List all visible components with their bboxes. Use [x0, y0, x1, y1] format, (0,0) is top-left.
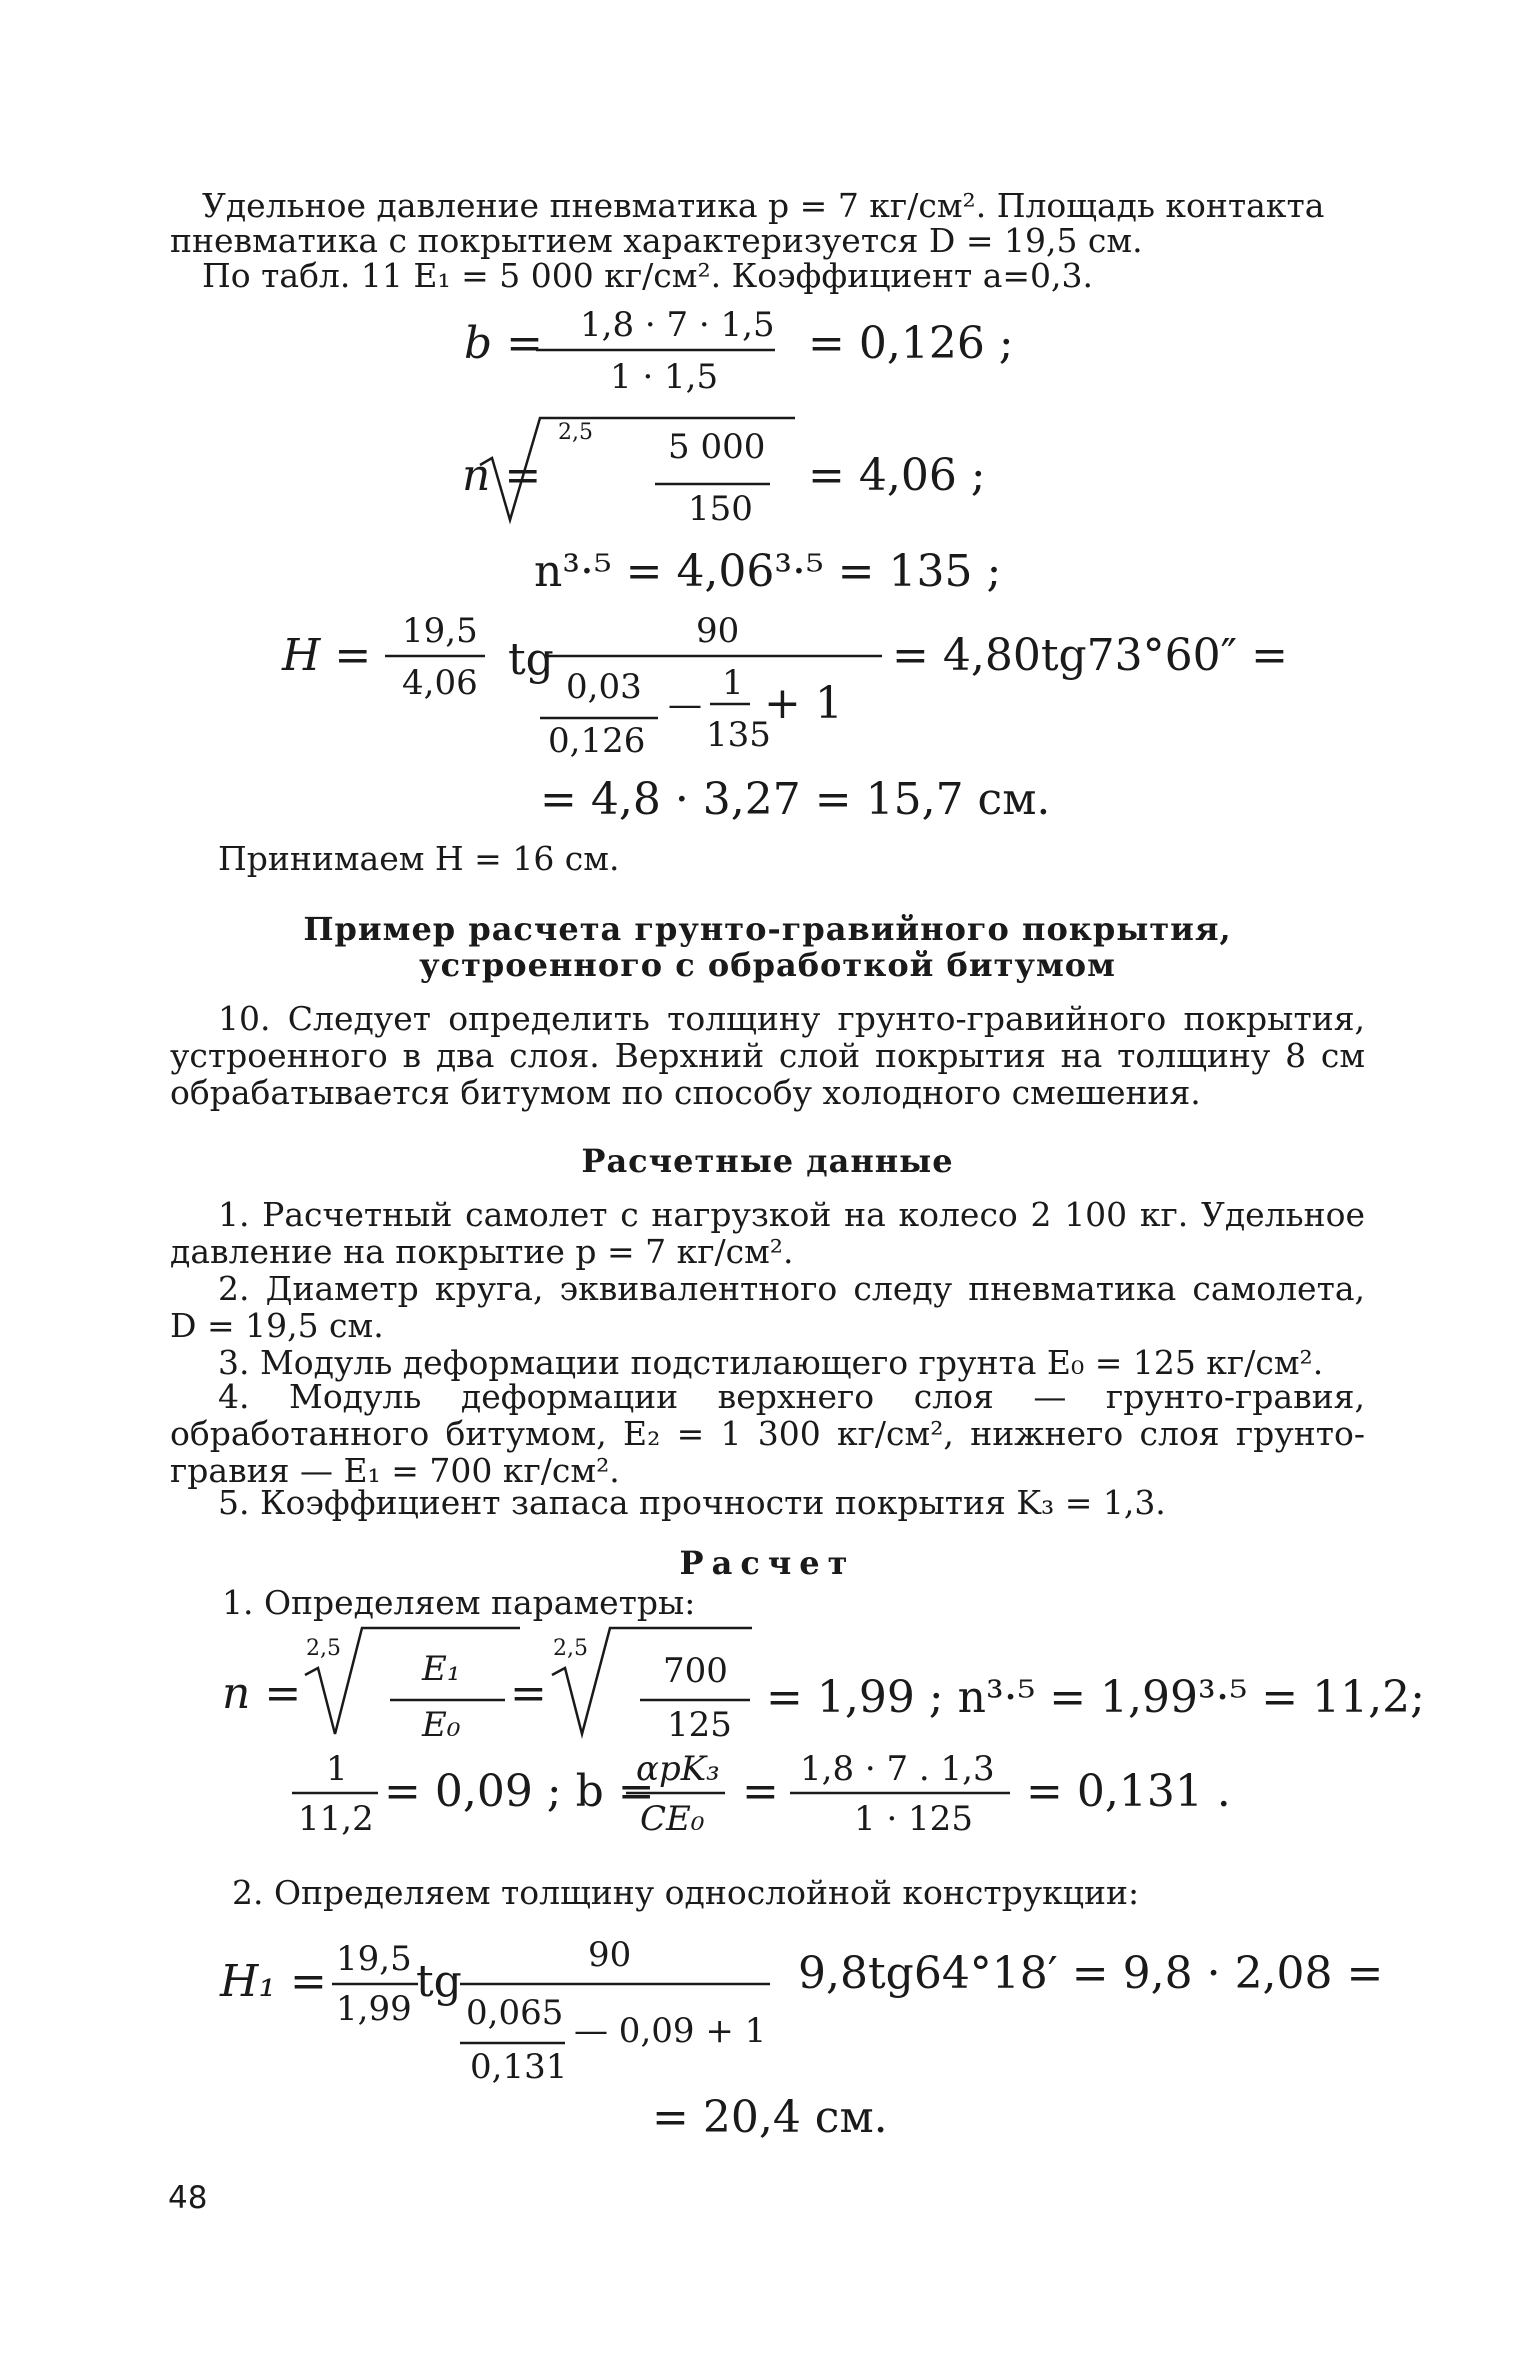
intro-line-2: пневматика с покрытием характеризуется D = 19,5 см. — [170, 221, 1143, 260]
H-minus: — — [668, 685, 702, 725]
H1-tg: tg — [416, 1956, 462, 2007]
H1-den: 1,99 — [336, 1989, 412, 2029]
frac-one: 1 — [326, 1749, 348, 1789]
H1-num: 19,5 — [336, 1939, 412, 1979]
H-lhs: H = — [282, 630, 372, 681]
H1-result: = 20,4 см. — [652, 2092, 888, 2143]
H1-a-num: 0,065 — [466, 1993, 564, 2033]
frac-11-2: 11,2 — [298, 1799, 374, 1839]
data-item-3: 3. Модуль деформации подстилающего грунта E₀ = 125 кг/см². — [218, 1343, 1324, 1382]
H-coef-num: 19,5 — [402, 611, 478, 651]
H-coef-den: 4,06 — [402, 663, 478, 703]
H1-tail: — 0,09 + 1 — [574, 2011, 767, 2051]
data-item-5: 5. Коэффициент запаса прочности покрытия K₃ = 1,3. — [218, 1483, 1166, 1522]
n2-E0: E₀ — [422, 1705, 461, 1745]
H1-rhs: 9,8tg64°18′ = 9,8 · 2,08 = — [798, 1948, 1384, 1999]
n2-eq: = — [510, 1668, 547, 1719]
intro-line-3: По табл. 11 E₁ = 5 000 кг/см². Коэффициент a=0,3. — [202, 256, 1093, 295]
n-numerator: 5 000 — [668, 427, 766, 467]
H-plus-one: + 1 — [764, 678, 843, 729]
data-title: Расчетные данные — [581, 1142, 954, 1180]
step-2: 2. Определяем толщину однослойной конструкции: — [232, 1873, 1140, 1912]
paragraph-10: 10. Следует определить толщину грунто-гравийного покрытия, устроенного в два слоя. Верхний слой покрытия на толщину 8 см обрабатывается битумом по способу холодного смешения. — [170, 999, 1365, 1112]
H-b-num: 1 — [722, 663, 744, 703]
n2-root-1: 2,5 — [306, 1636, 341, 1661]
H1-lhs: H₁ = — [220, 1956, 327, 2007]
H-result: = 4,8 · 3,27 = 15,7 см. — [540, 774, 1051, 825]
H-rhs: = 4,80tg73°60″ = — [892, 630, 1288, 681]
H1-a-den: 0,131 — [470, 2047, 568, 2087]
b-result: = 0,126 ; — [808, 318, 1014, 369]
n2-root-2: 2,5 — [553, 1636, 588, 1661]
n35-line: n³·⁵ = 4,06³·⁵ = 135 ; — [534, 546, 1002, 597]
eq3: = — [742, 1766, 779, 1817]
section-title-2: устроенного с обработкой битумом — [419, 946, 1116, 984]
b2-num: 1,8 · 7 . 1,3 — [800, 1749, 995, 1789]
b2-den: 1 · 125 — [854, 1799, 973, 1839]
page-number: 48 — [168, 2180, 208, 2216]
H-a-den: 0,126 — [548, 721, 646, 761]
b-numerator: 1,8 · 7 · 1,5 — [580, 305, 775, 345]
eq2: = 0,09 ; b = — [384, 1766, 655, 1817]
step-1: 1. Определяем параметры: — [222, 1583, 696, 1622]
H1-inner-num: 90 — [588, 1935, 632, 1975]
n2-125: 125 — [667, 1705, 732, 1745]
b-denominator: 1 · 1,5 — [610, 357, 719, 397]
H-b-den: 135 — [706, 715, 771, 755]
H-inner-num: 90 — [696, 611, 740, 651]
n-denominator: 150 — [688, 489, 753, 529]
n2-E1: E₁ — [422, 1649, 461, 1689]
intro-line-1: Удельное давление пневматика p = 7 кг/см². Площадь контакта — [202, 186, 1325, 225]
n-result: = 4,06 ; — [808, 450, 986, 501]
n2-700: 700 — [663, 1651, 728, 1691]
apk3: αpK₃ — [636, 1749, 720, 1789]
data-item-2: 2. Диаметр круга, эквивалентного следу пневматика самолета, D = 19,5 см. — [170, 1269, 1365, 1345]
H-a-num: 0,03 — [566, 667, 642, 707]
n-lhs: n = — [462, 450, 542, 501]
ce0: CE₀ — [640, 1799, 705, 1839]
calc-title: Расчет — [679, 1544, 856, 1582]
n-root-index: 2,5 — [558, 420, 593, 445]
H-tg: tg — [508, 634, 554, 685]
n2-lhs: n = — [222, 1668, 302, 1719]
data-item-4: 4. Модуль деформации верхнего слоя — грунто-гравия, обработанного битумом, E₂ = 1 300 кг/см², нижнего слоя грунто-гравия — E₁ = 700 кг/см². — [170, 1377, 1365, 1490]
b-lhs: b = — [464, 318, 544, 369]
section-title-1: Пример расчета грунто-гравийного покрытия, — [303, 910, 1232, 948]
n2-rhs: = 1,99 ; n³·⁵ = 1,99³·⁵ = 11,2; — [766, 1672, 1425, 1723]
data-item-1: 1. Расчетный самолет с нагрузкой на колесо 2 100 кг. Удельное давление на покрытие p = 7 кг/см². — [170, 1195, 1365, 1271]
b2-rhs: = 0,131 . — [1026, 1766, 1231, 1817]
accept-line: Принимаем H = 16 см. — [218, 839, 620, 878]
